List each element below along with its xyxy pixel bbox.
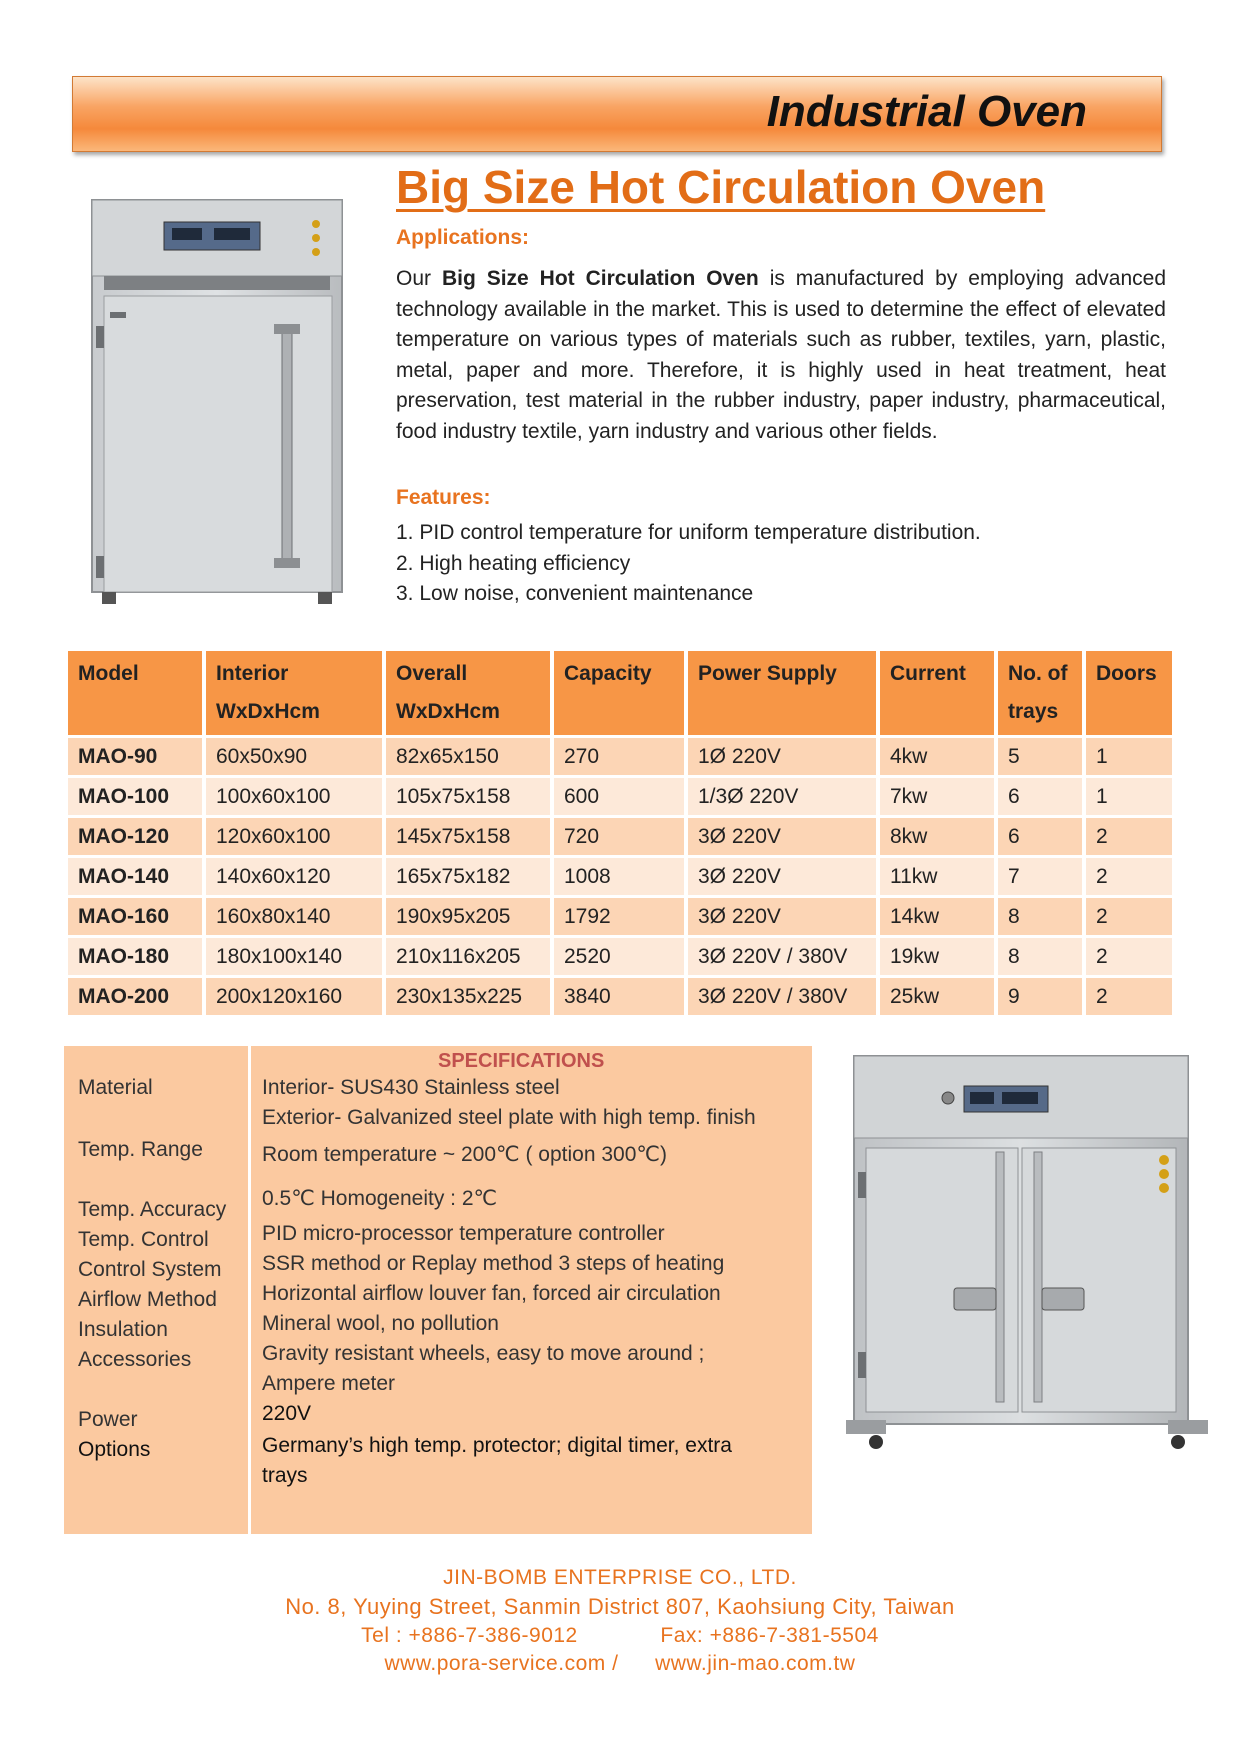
spec-label-temp-control: Temp. Control <box>78 1228 209 1251</box>
spec-label-accessories: Accessories <box>78 1348 192 1371</box>
spec-value-power: 220V <box>262 1402 312 1425</box>
spec-label-control-system: Control System <box>78 1258 222 1281</box>
table-row: MAO-140 140x60x120 165x75x182 1008 3Ø 220V 11kw 7 2 <box>68 858 1172 895</box>
column-header-model: Model <box>68 651 202 735</box>
spec-value-temp-accuracy: 0.5℃ Homogeneity : 2℃ <box>262 1187 498 1210</box>
table-row: MAO-160 160x80x140 190x95x205 1792 3Ø 220V 14kw 8 2 <box>68 898 1172 935</box>
spec-label-material: Material <box>78 1076 153 1099</box>
footer-fax: Fax: +886-7-381-5504 <box>660 1624 879 1647</box>
double-door-oven-image <box>846 1052 1208 1450</box>
spec-label-options: Options <box>78 1438 151 1461</box>
spec-value-options-1: Germany’s high temp. protector; digital timer, extra <box>262 1434 732 1457</box>
spec-label-airflow-method: Airflow Method <box>78 1288 217 1311</box>
spec-value-material-exterior: Exterior- Galvanized steel plate with high temp. finish <box>262 1106 756 1129</box>
spec-value-insulation: Mineral wool, no pollution <box>262 1312 499 1335</box>
features-list <box>396 518 981 610</box>
column-header-current: Current <box>880 651 994 735</box>
specifications-title: SPECIFICATIONS <box>438 1050 605 1072</box>
model-table <box>64 648 1176 1018</box>
spec-label-temp-accuracy: Temp. Accuracy <box>78 1198 227 1221</box>
spec-value-control-system: SSR method or Replay method 3 steps of heating <box>262 1252 725 1275</box>
spec-value-temp-range: Room temperature ~ 200℃ ( option 300℃) <box>262 1143 667 1166</box>
spec-label-power: Power <box>78 1408 138 1431</box>
footer-company: JIN-BOMB ENTERPRISE CO., LTD. <box>443 1566 797 1589</box>
spec-label-temp-range: Temp. Range <box>78 1138 203 1161</box>
single-door-oven-image <box>90 196 346 608</box>
column-header-doors: Doors <box>1086 651 1172 735</box>
column-header-trays: No. of trays <box>998 651 1082 735</box>
product-name-bold: Big Size Hot Circulation Oven <box>441 267 759 290</box>
applications-heading: Applications: <box>396 226 530 249</box>
spec-value-temp-control: PID micro-processor temperature controller <box>262 1222 665 1245</box>
specifications-box <box>64 1046 812 1534</box>
spec-value-airflow-method: Horizontal airflow louver fan, forced air circulation <box>262 1282 721 1305</box>
footer-contact <box>0 1624 1240 1648</box>
spec-label-insulation: Insulation <box>78 1318 168 1341</box>
spec-value-accessories-2: Ampere meter <box>262 1372 396 1395</box>
column-header-overall: Overall WxDxHcm <box>386 651 550 735</box>
spec-value-material-interior: Interior- SUS430 Stainless steel <box>262 1076 560 1099</box>
table-row: MAO-90 60x50x90 82x65x150 270 1Ø 220V 4kw 5 1 <box>68 738 1172 775</box>
footer-website-2[interactable]: www.jin-mao.com.tw <box>655 1652 856 1675</box>
banner-title: Industrial Oven <box>766 87 1087 136</box>
table-row: MAO-100 100x60x100 105x75x158 600 1/3Ø 220V 7kw 6 1 <box>68 778 1172 815</box>
spec-divider <box>248 1046 251 1534</box>
footer-address: No. 8, Yuying Street, Sanmin District 807, Kaohsiung City, Taiwan <box>285 1594 955 1619</box>
applications-text: Our Big Size Hot Circulation Oven is manufactured by employing advanced technology available in the market. This is used to determine the effect of elevated temperature on various types of materials such as rubber, textiles, yarn, plastic, metal, paper and more. Therefore, it is highly used in heat treatment, heat preservation, test material in the rubber industry, paper industry, pharmaceutical, food industry textile, yarn industry and various other fields. <box>396 267 1166 443</box>
table-row: MAO-200 200x120x160 230x135x225 3840 3Ø 220V / 380V 25kw 9 2 <box>68 978 1172 1015</box>
spec-value-accessories-1: Gravity resistant wheels, easy to move around ; <box>262 1342 705 1365</box>
footer-tel: Tel : +886-7-386-9012 <box>361 1624 578 1647</box>
column-header-interior: Interior WxDxHcm <box>206 651 382 735</box>
footer-website-1[interactable]: www.pora-service.com / <box>384 1652 619 1675</box>
table-row: MAO-120 120x60x100 145x75x158 720 3Ø 220V 8kw 6 2 <box>68 818 1172 855</box>
feature-item: 3. Low noise, convenient maintenance <box>396 582 754 606</box>
feature-item: 1. PID control temperature for uniform temperature distribution. <box>396 521 981 544</box>
spec-value-options-2: trays <box>262 1464 308 1487</box>
table-row: MAO-180 180x100x140 210x116x205 2520 3Ø 220V / 380V 19kw 8 2 <box>68 938 1172 975</box>
features-heading: Features: <box>396 486 491 509</box>
footer-websites <box>0 1652 1240 1676</box>
feature-item: 2. High heating efficiency <box>396 551 631 575</box>
page-title: Big Size Hot Circulation Oven <box>396 161 1046 213</box>
title-banner <box>72 76 1162 152</box>
column-header-power-supply: Power Supply <box>688 651 876 735</box>
column-header-capacity: Capacity <box>554 651 684 735</box>
